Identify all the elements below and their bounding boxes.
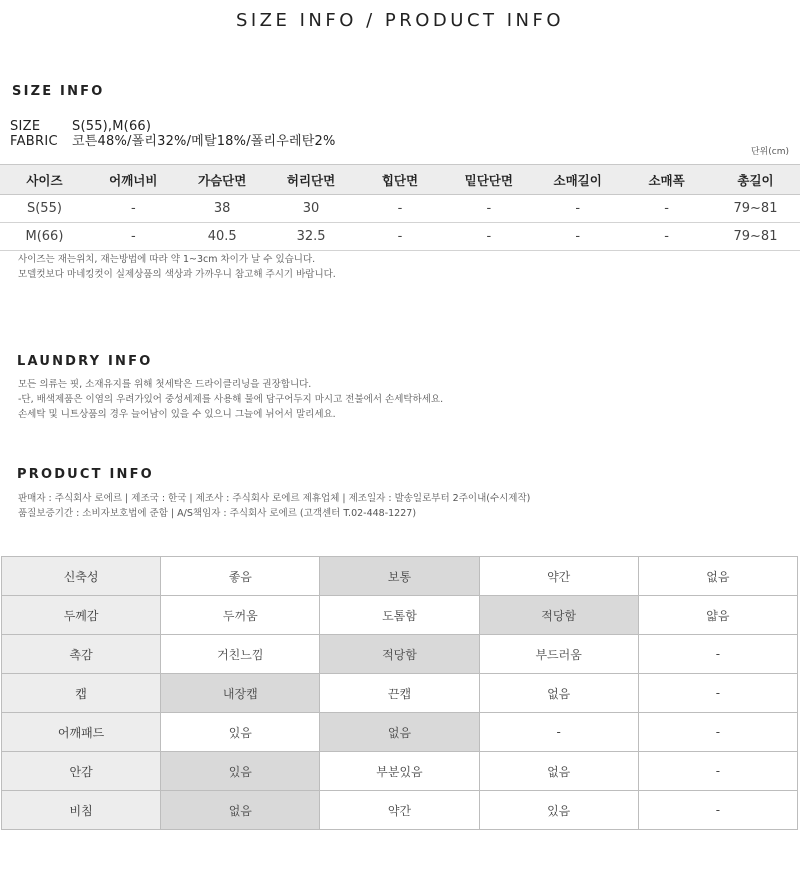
fabric-property-option: - — [638, 752, 797, 791]
size-note: 모델컷보다 마네킹컷이 실제상품의 색상과 가까우니 참고해 주시기 바랍니다. — [18, 269, 336, 280]
table-cell: 79~81 — [711, 223, 800, 251]
laundry-line: -단, 배색제품은 이염의 우려가있어 중성세제를 사용해 물에 담구어두지 마시고 전불에서 손세탁하세요. — [18, 394, 444, 405]
fabric-property-option: 내장캡 — [161, 674, 320, 713]
fabric-value: 코튼48%/폴리32%/메탈18%/폴리우레탄2% — [72, 134, 336, 149]
fabric-property-row — [2, 674, 798, 713]
table-cell: - — [89, 195, 178, 223]
fabric-property-option: 있음 — [161, 713, 320, 752]
fabric-property-option: 약간 — [320, 791, 479, 830]
fabric-property-option: 보통 — [320, 557, 479, 596]
laundry-info-heading: LAUNDRY INFO — [17, 354, 153, 369]
fabric-property-row — [2, 791, 798, 830]
header-hem: 밑단단면 — [444, 165, 533, 195]
fabric-property-option: 없음 — [479, 752, 638, 791]
fabric-property-option: 없음 — [479, 674, 638, 713]
fabric-property-option: 두꺼움 — [161, 596, 320, 635]
table-cell: - — [444, 223, 533, 251]
fabric-property-option: 좋음 — [161, 557, 320, 596]
table-cell: - — [533, 223, 622, 251]
unit-label: 단위(cm) — [750, 147, 789, 157]
fabric-property-label: 촉감 — [2, 635, 161, 674]
fabric-property-option: 끈캡 — [320, 674, 479, 713]
fabric-property-option: - — [638, 635, 797, 674]
header-sleeve-width: 소매폭 — [622, 165, 711, 195]
fabric-property-option: 있음 — [161, 752, 320, 791]
table-cell: M(66) — [0, 223, 89, 251]
spec-block — [10, 119, 336, 149]
fabric-property-label: 두께감 — [2, 596, 161, 635]
fabric-property-option: 거친느낌 — [161, 635, 320, 674]
fabric-property-row — [2, 596, 798, 635]
fabric-property-row — [2, 635, 798, 674]
size-note: 사이즈는 재는위치, 재는방법에 따라 약 1~3cm 차이가 날 수 있습니다. — [18, 254, 316, 265]
size-value: S(55),M(66) — [72, 119, 152, 134]
table-cell: - — [89, 223, 178, 251]
fabric-property-option: 없음 — [638, 557, 797, 596]
fabric-property-option: - — [638, 713, 797, 752]
table-cell: S(55) — [0, 195, 89, 223]
table-cell: 79~81 — [711, 195, 800, 223]
size-info-heading: SIZE INFO — [12, 84, 105, 99]
fabric-property-option: 얇음 — [638, 596, 797, 635]
table-cell: 38 — [178, 195, 267, 223]
product-line: 판매자 : 주식회사 로에르 | 제조국 : 한국 | 제조사 : 주식회사 로에르 제휴업체 | 제조일자 : 발송일로부터 2주이내(수시제작) — [18, 493, 531, 504]
table-cell: - — [356, 223, 445, 251]
fabric-property-row — [2, 752, 798, 791]
size-spec-row — [10, 119, 336, 134]
fabric-property-option: 부드러움 — [479, 635, 638, 674]
table-cell: - — [622, 195, 711, 223]
fabric-property-option: 적당함 — [479, 596, 638, 635]
table-cell: - — [533, 195, 622, 223]
fabric-property-option: - — [479, 713, 638, 752]
size-table — [0, 164, 800, 251]
fabric-property-option: 없음 — [320, 713, 479, 752]
fabric-property-option: 없음 — [161, 791, 320, 830]
table-cell: 32.5 — [267, 223, 356, 251]
size-table-header-row — [0, 165, 800, 195]
fabric-property-option: - — [638, 791, 797, 830]
page-title: SIZE INFO / PRODUCT INFO — [235, 10, 565, 31]
header-chest: 가슴단면 — [178, 165, 267, 195]
table-cell: - — [622, 223, 711, 251]
fabric-label: FABRIC — [10, 134, 58, 149]
table-row — [0, 195, 800, 223]
product-line: 품질보증기간 : 소비자보호법에 준함 | A/S책임자 : 주식회사 로에르 (고객센터 T.02-448-1227) — [18, 508, 417, 519]
fabric-property-label: 비침 — [2, 791, 161, 830]
fabric-property-row — [2, 713, 798, 752]
table-cell: 40.5 — [178, 223, 267, 251]
fabric-property-label: 어깨패드 — [2, 713, 161, 752]
table-cell: 30 — [267, 195, 356, 223]
fabric-property-option: 있음 — [479, 791, 638, 830]
fabric-property-option: 적당함 — [320, 635, 479, 674]
laundry-line: 손세탁 및 니트상품의 경우 늘어남이 있을 수 있으니 그늘에 뉘어서 말리세요. — [18, 409, 336, 420]
header-total-length: 총길이 — [711, 165, 800, 195]
fabric-property-option: - — [638, 674, 797, 713]
fabric-property-label: 안감 — [2, 752, 161, 791]
fabric-property-option: 도톰함 — [320, 596, 479, 635]
header-sleeve-length: 소매길이 — [533, 165, 622, 195]
size-label: SIZE — [10, 119, 41, 134]
product-notes — [18, 491, 530, 521]
laundry-line: 모든 의류는 핏, 소재유지를 위해 첫세탁은 드라이클리닝을 권장합니다. — [18, 379, 312, 390]
fabric-properties-table — [1, 556, 798, 830]
table-cell: - — [356, 195, 445, 223]
header-shoulder-width: 어깨너비 — [89, 165, 178, 195]
fabric-spec-row — [10, 134, 336, 149]
fabric-property-option: 약간 — [479, 557, 638, 596]
header-size: 사이즈 — [0, 165, 89, 195]
header-waist: 허리단면 — [267, 165, 356, 195]
laundry-notes — [18, 377, 443, 422]
fabric-property-label: 신축성 — [2, 557, 161, 596]
table-cell: - — [444, 195, 533, 223]
header-hip: 힙단면 — [356, 165, 445, 195]
fabric-property-row — [2, 557, 798, 596]
fabric-property-label: 캡 — [2, 674, 161, 713]
table-row — [0, 223, 800, 251]
fabric-property-option: 부분있음 — [320, 752, 479, 791]
product-info-heading: PRODUCT INFO — [17, 467, 154, 482]
size-notes — [18, 252, 336, 282]
